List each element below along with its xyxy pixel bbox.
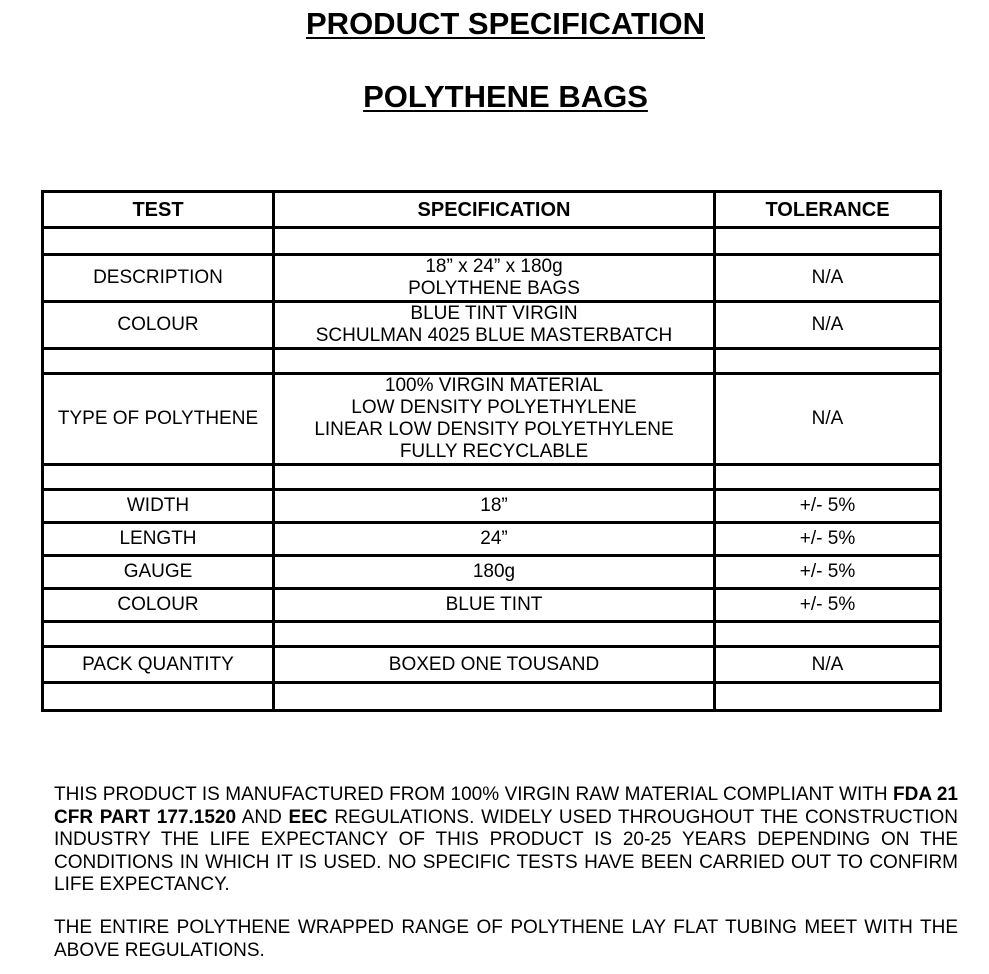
table-row [44, 350, 939, 375]
spec-line: LINEAR LOW DENSITY POLYETHYLENE [314, 419, 674, 440]
cell-specification [275, 524, 716, 557]
cell-specification [275, 375, 716, 466]
cell-tolerance: +/- 5% [716, 491, 939, 524]
spec-line: 180g [472, 561, 516, 582]
cell-tolerance [716, 684, 939, 709]
table-row [44, 256, 939, 303]
table-row [44, 229, 939, 256]
cell-specification [275, 350, 716, 375]
table-row [44, 623, 939, 648]
cell-specification [275, 256, 716, 303]
spec-line: BOXED ONE TOUSAND [388, 653, 600, 675]
table-row [44, 524, 939, 557]
cell-specification [275, 466, 716, 491]
spec-line: LOW DENSITY POLYETHYLENE [351, 397, 637, 418]
spec-line: FULLY RECYCLABLE [399, 441, 589, 462]
cell-tolerance [716, 229, 939, 256]
cell-tolerance: +/- 5% [716, 557, 939, 590]
cell-specification [275, 684, 716, 709]
table-header-row [44, 193, 939, 229]
spec-table [41, 190, 942, 712]
cell-test: COLOUR [44, 303, 275, 350]
header-specification: SPECIFICATION [275, 193, 716, 229]
paragraph-text-2: AND [236, 806, 289, 828]
table-row [44, 648, 939, 684]
spec-line: 18” x 24” x 180g [425, 256, 563, 277]
spec-line: 18” [480, 495, 508, 516]
paragraph-text-1: THIS PRODUCT IS MANUFACTURED FROM 100% VIRGIN RAW MATERIAL COMPLIANT WITH [54, 784, 894, 805]
table-row [44, 557, 939, 590]
cell-tolerance [716, 350, 939, 375]
range-paragraph: THE ENTIRE POLYTHENE WRAPPED RANGE OF POLYTHENE LAY FLAT TUBING MEET WITH THE ABOVE REGULATIONS. [54, 917, 958, 961]
cell-test: COLOUR [44, 590, 275, 623]
spec-line: 100% VIRGIN MATERIAL [384, 375, 604, 396]
table-row [44, 590, 939, 623]
cell-specification [275, 623, 716, 648]
table-row [44, 684, 939, 709]
cell-specification [275, 648, 716, 684]
cell-test [44, 466, 275, 491]
cell-test [44, 350, 275, 375]
header-test: TEST [44, 193, 275, 229]
cell-test [44, 229, 275, 256]
spec-line: 24” [480, 528, 508, 549]
spec-line: BLUE TINT VIRGIN [410, 303, 578, 324]
table-row [44, 466, 939, 491]
table-row [44, 375, 939, 466]
cell-specification [275, 491, 716, 524]
cell-test: DESCRIPTION [44, 256, 275, 303]
table-row [44, 491, 939, 524]
cell-tolerance: N/A [716, 256, 939, 303]
cell-specification [275, 557, 716, 590]
cell-test: LENGTH [44, 524, 275, 557]
table-body [44, 229, 939, 709]
cell-tolerance: N/A [716, 303, 939, 350]
cell-tolerance: N/A [716, 375, 939, 466]
compliance-paragraph [54, 784, 958, 897]
cell-specification [275, 303, 716, 350]
cell-tolerance: N/A [716, 648, 939, 684]
paragraph-text-3: REGULATIONS. WIDELY USED THROUGHOUT THE CONSTRUCTION INDUSTRY THE LIFE EXPECTANCY OF THIS PRODUCT IS 20-25 YEARS DEPENDING ON THE CONDITIONS IN WHICH IT IS USED. NO SPECIFIC TESTS HAVE BEEN CARRIED OUT TO CONFIRM LIFE EXPECTANCY. [54, 806, 958, 895]
cell-tolerance: +/- 5% [716, 590, 939, 623]
paragraph-bold-fda: FDA 21 CFR PART 177.1520 [54, 784, 958, 828]
document-title: PRODUCT SPECIFICATION [306, 6, 705, 41]
cell-test: TYPE OF POLYTHENE [44, 375, 275, 466]
spec-line: POLYTHENE BAGS [408, 278, 580, 299]
header-tolerance: TOLERANCE [716, 193, 939, 229]
document-subtitle: POLYTHENE BAGS [363, 79, 648, 114]
cell-specification [275, 590, 716, 623]
cell-test [44, 623, 275, 648]
cell-test: PACK QUANTITY [44, 648, 275, 684]
spec-line: BLUE TINT [445, 594, 543, 615]
cell-tolerance: +/- 5% [716, 524, 939, 557]
cell-tolerance [716, 466, 939, 491]
table-row [44, 303, 939, 350]
cell-specification [275, 229, 716, 256]
cell-test [44, 684, 275, 709]
cell-tolerance [716, 623, 939, 648]
cell-test: GAUGE [44, 557, 275, 590]
spec-line: SCHULMAN 4025 BLUE MASTERBATCH [315, 325, 673, 346]
cell-test: WIDTH [44, 491, 275, 524]
paragraph-bold-eec: EEC [288, 806, 328, 828]
